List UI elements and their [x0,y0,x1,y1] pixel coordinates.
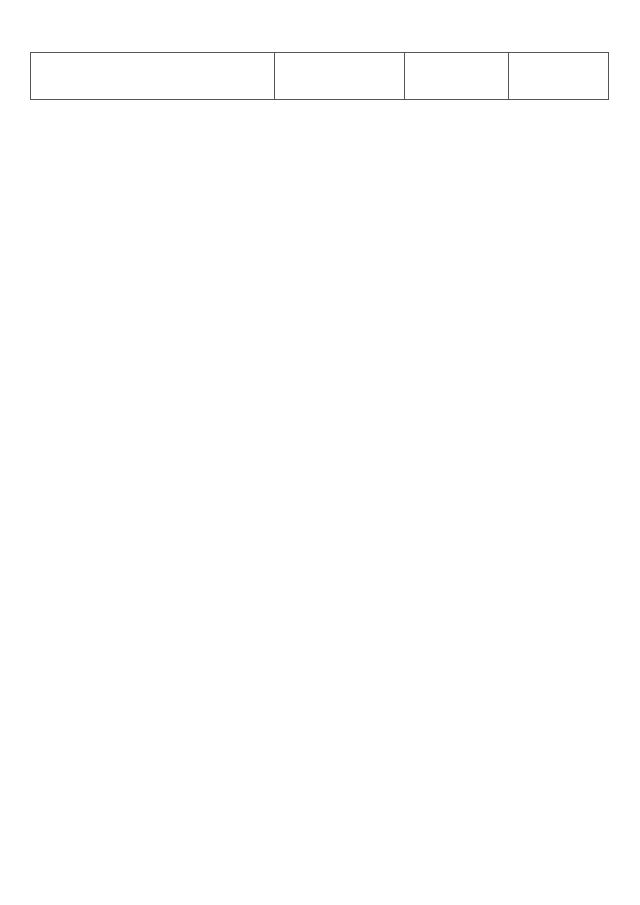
budget-table [30,52,609,120]
row-code-cell [275,118,405,120]
column-header-code [275,53,405,100]
row-name-cell [31,118,275,120]
column-header-executed [509,53,609,100]
budget-table-container [30,52,608,120]
table-header-row [31,53,609,100]
column-header-name [31,53,275,100]
row-approved-cell [405,118,509,120]
row-executed-cell [509,118,609,120]
table-row [31,118,609,120]
column-header-approved [405,53,509,100]
